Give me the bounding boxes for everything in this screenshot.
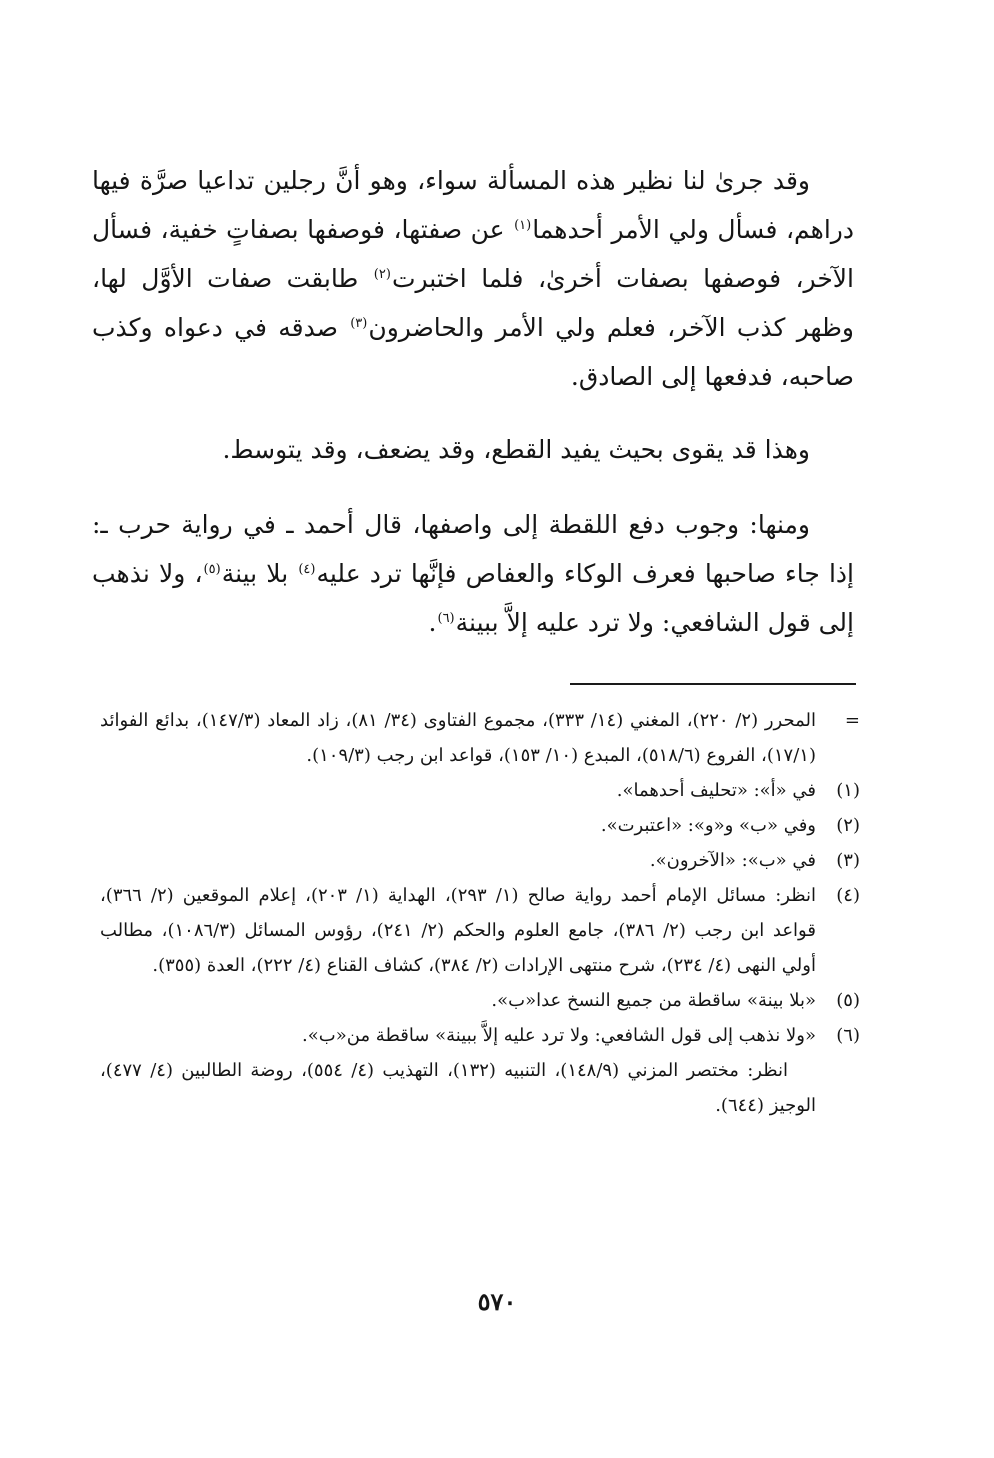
footnote-ref-3[interactable]: (٣) (350, 315, 368, 331)
footnote-ref-1[interactable]: (١) (514, 217, 532, 233)
footnote-number: (٤) (836, 885, 860, 906)
footnote-text: «بلا بينة» ساقطة من جميع النسخ عدا«ب». (491, 990, 816, 1011)
paragraph-3 (92, 500, 854, 647)
footnote-5 (100, 983, 860, 1018)
footnote-text-extra: انظر: مختصر المزني (١٤٨/٩)، التنبيه (١٣٢)، التهذيب (٤/ ٥٥٤)، روضة الطالبين (٤/ ٤٧٧)، الوجيز (٦٤٤). (100, 1060, 816, 1116)
footnote-number: (٦) (836, 1025, 860, 1046)
footnote-continuation (100, 703, 860, 773)
main-text (92, 156, 854, 673)
footnote-text: في «أ»: «تحليف أحدهما». (616, 780, 816, 801)
footnote-ref-6[interactable]: (٦) (437, 610, 455, 626)
text-segment: بلا بينة (221, 559, 298, 588)
page-number: ٥٧٠ (477, 1287, 517, 1316)
text-segment: ، ولا نذهب إلى قول الشافعي: ولا ترد عليه إلاَّ ببينة (92, 559, 854, 637)
paragraph-2: وهذا قد يقوى بحيث يفيد القطع، وقد يضعف، وقد يتوسط. (222, 435, 810, 464)
footnote-number: (١) (836, 780, 860, 801)
footnote-number: (٥) (836, 990, 860, 1011)
text-segment: طابقت صفات الأوَّل لها، وظهر كذب الآخر، فعلم ولي الأمر والحاضرون (92, 264, 854, 342)
footnote-3 (100, 843, 860, 878)
paragraph-1 (92, 156, 854, 401)
footnote-2 (100, 808, 860, 843)
footnote-text: في «ب»: «الآخرون». (649, 850, 816, 871)
footnote-text: وفي «ب» و«و»: «اعتبرت». (600, 815, 816, 836)
text-segment: ومنها: وجوب دفع اللقطة إلى واصفها، قال أحمد ـ في رواية حرب ـ: إذا جاء صاحبها فعرف الوكاء والعفاص فإنَّها ترد عليه (92, 510, 854, 588)
footnote-text: «ولا نذهب إلى قول الشافعي: ولا ترد عليه إلاَّ ببينة» ساقطة من«ب». (302, 1025, 816, 1046)
footnote-1 (100, 773, 860, 808)
footnote-6 (100, 1018, 860, 1123)
footnote-ref-2[interactable]: (٢) (373, 266, 391, 282)
footnote-number: (٢) (836, 815, 860, 836)
footnote-separator (570, 683, 856, 685)
text-segment: صدقه في دعواه وكذب صاحبه، فدفعها إلى الصادق. (92, 313, 854, 391)
footnotes (100, 703, 860, 1123)
text-segment: . (428, 608, 437, 637)
footnote-text: انظر: مسائل الإمام أحمد رواية صالح (١/ ٢٩٣)، الهداية (١/ ٢٠٣)، إعلام الموقعين (٢/ ٣٦٦)، قواعد ابن رجب (٢/ ٣٨٦)، جامع العلوم والحكم (٢/ ٢٤١)، رؤوس المسائل (١٠٨٦/٣)، مطالب أولي النهى (٤/ ٢٣٤)، شرح منتهى الإرادات (٢/ ٣٨٤)، كشاف القناع (٤/ ٢٢٢)، العدة (٣٥٥). (100, 885, 816, 976)
footnote-text-block (100, 1018, 816, 1123)
footnote-number: (٣) (836, 850, 860, 871)
footnote-text: المحرر (٢/ ٢٢٠)، المغني (١٤/ ٣٣٣)، مجموع الفتاوى (٣٤/ ٨١)، زاد المعاد (١٤٧/٣)، بدائع الفوائد (١٧/١)، الفروع (٥١٨/٦)، المبدع (١٠/ ١٥٣)، قواعد ابن رجب (١٠٩/٣). (100, 710, 817, 766)
footnote-ref-4[interactable]: (٤) (298, 561, 316, 577)
text-segment: عن صفتها، فوصفها بصفاتٍ خفية، فسأل الآخر، فوصفها بصفات أخرىٰ، فلما اختبرت (92, 215, 854, 293)
text-segment: وقد جرىٰ لنا نظير هذه المسألة سواء، وهو أنَّ رجلين تداعيا صرَّة فيها دراهم، فسأل ولي الأمر أحدهما (92, 166, 854, 244)
footnote-4 (100, 878, 860, 983)
continuation-mark: = (844, 710, 860, 731)
footnote-ref-5[interactable]: (٥) (203, 561, 221, 577)
